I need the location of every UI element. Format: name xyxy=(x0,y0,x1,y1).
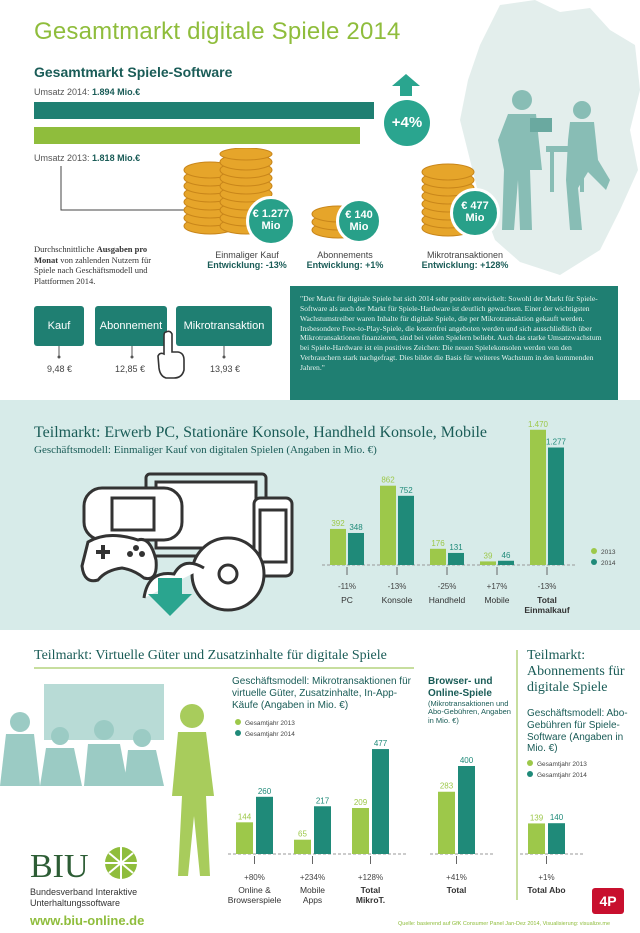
devices-illustration xyxy=(78,470,308,620)
bar-value-label: 46 xyxy=(501,550,511,560)
change-label: +1% xyxy=(538,873,555,882)
page-title: Gesamtmarkt digitale Spiele 2014 xyxy=(34,18,401,45)
chart-mikrotransaktionen xyxy=(218,718,418,918)
bar-value-label: 283 xyxy=(439,781,454,791)
section-divider-line xyxy=(34,667,414,669)
category-label: Mobile xyxy=(484,595,510,605)
bar-2014-0 xyxy=(348,533,364,565)
legend-dot xyxy=(591,548,597,554)
change-label: -13% xyxy=(387,582,407,591)
chart-einmalkauf xyxy=(310,415,620,625)
change-label: +41% xyxy=(446,873,467,882)
market-quote-box: "Der Markt für digitale Spiele hat sich 2014 sehr positiv entwickelt: Sowohl der Markt für Spiele-Software als auch der Markt für Spiele-Hardware ist deutlich gewachsen. Einer der wichtigsten Wachstumstreiber waren Inhalte für digitale Spiele, die per Mikrotransaktion gekauft werden. Insbesondere Free-to-Play-Spiele, die kostenfrei angeboten werden und sich ausschließlich über Mikrotransaktionen finanzieren, sind bei vielen Spielern beliebt. Auch das starke Umsatzwachstum bei Spiele-Hardware ist ein positives Zeichen: Die neuen Spielekonsolen werden von den Verbrauchern stark nachgefragt. Dies bildet die Basis für weiteres Wachstum in den kommenden Jahren." xyxy=(290,286,618,406)
vertical-divider xyxy=(516,650,518,900)
bar-value-label: 348 xyxy=(349,522,363,532)
bar-2013-4 xyxy=(530,430,546,565)
change-label: -11% xyxy=(337,582,357,591)
category-label: Handheld xyxy=(428,595,466,605)
category-label: Browserspiele xyxy=(227,895,282,905)
bar-value-label: 139 xyxy=(529,813,544,823)
bar-gesamtjahr-2013-2 xyxy=(352,808,369,854)
revenue-2013-label: Umsatz 2013: 1.818 Mio.€ xyxy=(34,153,141,163)
bar-gesamtjahr-2014-2 xyxy=(372,749,389,854)
bar-2014-3 xyxy=(498,561,514,565)
bar-value-label: 392 xyxy=(331,518,345,528)
coin-badge-mikrotransaktionen: € 477 Mio xyxy=(450,188,500,238)
category-label: MikroT. xyxy=(355,895,386,905)
bar-value-label: 862 xyxy=(381,475,395,485)
growth-badge: +4% xyxy=(384,100,430,146)
connector-lines xyxy=(60,166,190,216)
bar-value-label: 400 xyxy=(459,756,474,765)
bar-value-label: 65 xyxy=(298,829,307,839)
caption-mikrotransaktionen: Mikrotransaktionen Entwicklung: +128% xyxy=(421,250,509,270)
bar-value-label: 217 xyxy=(315,796,330,806)
caption-abonnements: Abonnements Entwicklung: +1% xyxy=(306,250,384,270)
4players-watermark-logo: 4P xyxy=(592,888,624,914)
bar-gesamtjahr-2013-1 xyxy=(294,840,311,854)
abonnement-button[interactable]: Abonnement xyxy=(95,306,167,346)
legend-label: 2013 xyxy=(601,549,616,556)
caption-einmaliger-kauf: Einmaliger Kauf Entwicklung: -13% xyxy=(207,250,287,270)
bar-value-label: 176 xyxy=(431,538,445,548)
legend-dot xyxy=(527,760,533,766)
abo-chart-title: Geschäftsmodell: Abo-Gebühren für Spiele-Software (Angaben in Mio. €) xyxy=(527,708,628,755)
section-einmalkauf-title: Teilmarkt: Erwerb PC, Stationäre Konsole, Handheld Konsole, Mobile xyxy=(34,424,488,441)
mikro-chart-title: Geschäftsmodell: Mikrotransaktionen für virtuelle Güter, Zusatzinhalte, In-App-Käufe (Angaben in Mio. €) xyxy=(232,676,411,711)
players-silhouette-illustration xyxy=(470,80,620,270)
legend-dot xyxy=(591,559,597,565)
price-connector-lines xyxy=(34,346,274,362)
bar-gesamtjahr-2014-0 xyxy=(548,823,565,854)
coin-badge-abonnements: € 140 Mio xyxy=(336,198,382,244)
coin-badge-einmaliger-kauf: € 1.277 Mio xyxy=(246,196,296,246)
change-label: +234% xyxy=(299,873,326,882)
bar-2013-1 xyxy=(380,486,396,565)
revenue-2014-bar xyxy=(34,102,374,119)
mikrotransaktion-button[interactable]: Mikrotransaktion xyxy=(176,306,272,346)
category-label: Konsole xyxy=(381,595,413,605)
kauf-button[interactable]: Kauf xyxy=(34,306,84,346)
revenue-2013-bar xyxy=(34,127,360,144)
change-label: +80% xyxy=(244,873,265,882)
bar-2013-0 xyxy=(438,792,455,854)
change-label: +128% xyxy=(357,873,384,882)
bar-gesamtjahr-2013-0 xyxy=(528,823,545,854)
bar-value-label: 477 xyxy=(373,739,388,749)
bar-value-label: 39 xyxy=(483,551,493,561)
bar-value-label: 131 xyxy=(449,542,463,552)
category-label: Mobile xyxy=(299,885,326,895)
bar-value-label: 144 xyxy=(237,812,252,822)
chart-browser-online xyxy=(420,718,510,918)
abo-section-heading: Teilmarkt: Abonnements für digitale Spiele xyxy=(527,648,625,696)
bar-gesamtjahr-2013-0 xyxy=(236,822,253,854)
source-note: Quelle: basierend auf GfK Consumer Panel Jan-Dez 2014, Visualisierung: visualize.me xyxy=(398,921,611,927)
biu-logo-subtitle: Bundesverband Interaktive Unterhaltungssoftware xyxy=(30,887,138,908)
browser-chart-title: Browser- und Online-Spiele (Mikrotransaktionen und Abo-Gebühren, Angaben in Mio. €) xyxy=(428,676,511,726)
legend-label: Gesamtjahr 2014 xyxy=(245,731,295,738)
biu-logo-text: BIU xyxy=(30,848,89,885)
bar-value-label: 260 xyxy=(257,786,272,796)
bar-gesamtjahr-2014-0 xyxy=(256,797,273,854)
price-abonnement: 12,85 € xyxy=(115,364,146,374)
bar-2013-2 xyxy=(430,549,446,565)
change-label: -13% xyxy=(537,582,557,591)
bar-2014-0 xyxy=(458,766,475,854)
bar-value-label: 209 xyxy=(353,798,368,808)
section-virtual-goods-title: Teilmarkt: Virtuelle Güter und Zusatzinhalte für digitale Spiele xyxy=(34,648,387,663)
bar-2013-0 xyxy=(330,529,346,565)
bar-gesamtjahr-2014-1 xyxy=(314,806,331,854)
legend-dot xyxy=(235,730,241,736)
bar-2013-3 xyxy=(480,561,496,565)
category-label: Total xyxy=(537,595,557,605)
legend-label: Gesamtjahr 2013 xyxy=(245,720,295,727)
legend-label: Gesamtjahr 2014 xyxy=(537,772,587,779)
bar-2014-4 xyxy=(548,448,564,565)
software-market-heading: Gesamtmarkt Spiele-Software xyxy=(34,64,233,80)
category-label: Total xyxy=(360,885,381,895)
category-label: Apps xyxy=(302,895,323,905)
legend-label: Gesamtjahr 2013 xyxy=(537,761,587,768)
legend-label: 2014 xyxy=(601,560,616,567)
bar-value-label: 140 xyxy=(549,813,564,823)
bar-value-label: 752 xyxy=(399,485,413,495)
section-einmalkauf-subtitle: Geschäftsmodell: Einmaliger Kauf von digitalen Spielen (Angaben in Mio. €) xyxy=(34,444,377,456)
growth-arrow-icon xyxy=(392,74,420,96)
category-label: PC xyxy=(341,595,353,605)
category-label: Online & xyxy=(238,885,271,895)
biu-website-link[interactable]: www.biu-online.de xyxy=(30,913,145,928)
monthly-spend-explanation: Durchschnittliche Ausgaben pro Monat von zahlenden Nutzern für Spiele nach Geschäftsmodell und Plattformen 2014. xyxy=(34,244,152,286)
category-label: Total xyxy=(446,885,467,895)
revenue-2014-label: Umsatz 2014: 1.894 Mio.€ xyxy=(34,87,141,97)
bar-2014-1 xyxy=(398,496,414,565)
biu-logo-globe-icon xyxy=(104,846,138,880)
price-mikrotransaktion: 13,93 € xyxy=(210,364,241,374)
change-label: -25% xyxy=(437,582,457,591)
bar-2014-2 xyxy=(448,553,464,565)
category-label: Total Abo xyxy=(527,885,566,895)
legend-dot xyxy=(235,719,241,725)
price-kauf: 9,48 € xyxy=(47,364,73,374)
bar-value-label: 1.470 xyxy=(527,419,549,429)
category-label: Einmalkauf xyxy=(524,605,570,615)
legend-dot xyxy=(527,771,533,777)
bar-value-label: 1.277 xyxy=(545,437,567,447)
change-label: +17% xyxy=(486,582,508,591)
